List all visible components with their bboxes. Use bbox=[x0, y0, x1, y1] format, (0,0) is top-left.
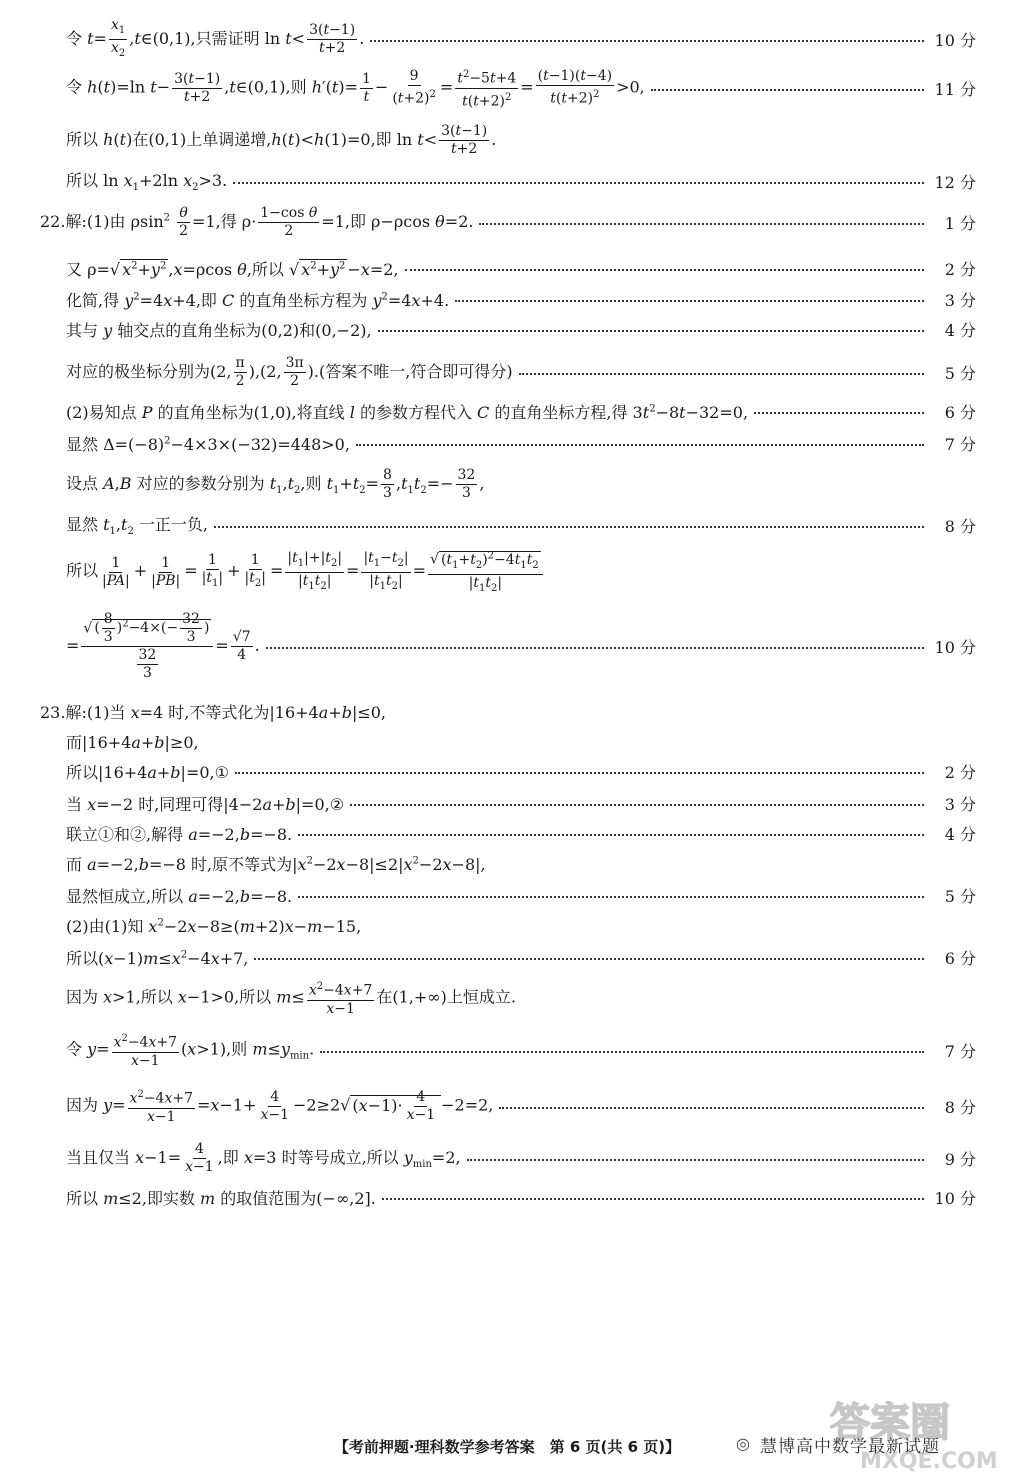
solution-line: 令 h(t)=ln t− $\frac{3(t-1)}{t+2}$ ,t∈(0,1),则 h′(t)= $\frac{1}{t}$ − $\frac{9}{(t+2)^2}$ = $\frac{t^2-5t+4}{t(t+2)^2}$ = $\frac{(t-1)(t-4)}{t(t+2)^2}$ >0, 11 分 bbox=[66, 68, 976, 110]
solution-line: 令 y= $\frac{x^2-4x+7}{x-1}$ (x>1),则 $m\le y_{min}$. 7 分 bbox=[66, 1033, 976, 1069]
solution-line: 显然恒成立,所以 a=−2,b=−8. 5 分 bbox=[66, 884, 976, 906]
leader-dots bbox=[235, 772, 924, 774]
leader-dots bbox=[298, 896, 924, 898]
leader-dots bbox=[378, 330, 924, 332]
score-points: 10 分 bbox=[934, 30, 976, 50]
solution-line: 显然 $t_1,t_2$ 一正一负, 8 分 bbox=[66, 515, 976, 538]
solution-line: 所以 h(t)在(0,1)上单调递增,h(t)<h(1)=0,即 ln t< $\frac{3(t-1)}{t+2}$ . bbox=[66, 122, 497, 157]
score-points: 7 分 bbox=[944, 1041, 976, 1061]
page-footer: 【考前押题·理科数学参考答案 第 6 页(共 6 页)】 bbox=[333, 1438, 681, 1456]
score-points: 4 分 bbox=[944, 824, 976, 844]
score-points: 8 分 bbox=[944, 516, 976, 536]
leader-dots bbox=[651, 89, 924, 91]
score-points: 5 分 bbox=[944, 886, 976, 906]
leader-dots bbox=[370, 40, 924, 42]
leader-dots bbox=[467, 1159, 924, 1161]
solution-line: 其与 y 轴交点的直角坐标为(0,2)和(0,−2), 4 分 bbox=[66, 318, 976, 340]
solution-line: 设点 A,B 对应的参数分别为 $t_1,t_2$,则 $t_1+t_2=$ $\frac{8}{3}$ $,t_1t_2=-$ $\frac{32}{3}$ , bbox=[66, 466, 485, 501]
wechat-icon: ◎ bbox=[736, 1434, 750, 1453]
leader-dots bbox=[320, 1051, 924, 1053]
solution-line: 令 t= $\frac{x_1}{x_2}$ ,t∈(0,1),只需证明 ln t< $\frac{3(t-1)}{t+2}$ . 10 分 bbox=[66, 16, 976, 59]
leader-dots bbox=[382, 1198, 924, 1200]
score-points: 1 分 bbox=[944, 213, 976, 233]
leader-dots bbox=[298, 834, 924, 836]
solution-line: 而|16+4a+b|≥0, bbox=[66, 732, 199, 752]
solution-line: 所以|16+4a+b|=0,① 2 分 bbox=[66, 760, 976, 782]
solution-line: 当且仅当 x−1= $\frac{4}{x-1}$ ,即 x=3 时等号成立,所以 $y_{min}=2$, 9 分 bbox=[66, 1140, 976, 1175]
score-points: 5 分 bbox=[944, 363, 976, 383]
leader-dots bbox=[266, 647, 924, 649]
leader-dots bbox=[214, 526, 924, 528]
solution-line: 对应的极坐标分别为(2, $\frac{\pi}{2}$ ),(2, $\frac{3\pi}{2}$ ).(答案不唯一,符合即可得分) 5 分 bbox=[66, 354, 976, 389]
solution-line: 因为 y= $\frac{x^2-4x+7}{x-1}$ =x−1+ $\frac{4}{x-1}$ −2≥2√ (x−1)· $\frac{4}{x-1}$ −2=2, 8 分 bbox=[66, 1088, 976, 1125]
score-points: 2 分 bbox=[944, 762, 976, 782]
solution-line: 所以 $\ln x_1+2\ln$ $x_2>3$. 12 分 bbox=[66, 171, 976, 194]
score-points: 6 分 bbox=[944, 402, 976, 422]
solution-line: 所以$(x-1)m\le x^2-4x+7$, 6 分 bbox=[66, 946, 976, 968]
svg-text:答案圈: 答案圈 bbox=[830, 1400, 950, 1446]
solution-line: 所以 m≤2,即实数 m 的取值范围为(−∞,2]. 10 分 bbox=[66, 1186, 976, 1208]
leader-dots bbox=[356, 444, 924, 446]
solution-line: 显然 $\Delta=(-8)^2-4\times 3\times(-32)=448>0$, 7 分 bbox=[66, 432, 976, 454]
solution-line: (2)由(1)知 $x^2-2x-8\ge(m+2)x-m-15$, bbox=[66, 916, 362, 936]
leader-dots bbox=[405, 269, 924, 271]
leader-dots bbox=[233, 182, 924, 184]
solution-line: = √ ( $\frac{8}{3}$ )$^2$−4×(− $\frac{32}{3}$ ) $\frac{32}{3}$ = $\frac{√7}{4}$ . 10 分 bbox=[66, 610, 976, 681]
score-points: 12 分 bbox=[934, 172, 976, 192]
score-points: 9 分 bbox=[944, 1149, 976, 1169]
solution-line: 化简,得 $y^2=4x+4$,即 C 的直角坐标方程为 $y^2=4x+4$. 3 分 bbox=[66, 288, 976, 310]
score-points: 4 分 bbox=[944, 320, 976, 340]
score-points: 2 分 bbox=[944, 259, 976, 279]
answer-circle-watermark-logo bbox=[800, 1388, 1000, 1474]
score-points: 6 分 bbox=[944, 948, 976, 968]
score-points: 7 分 bbox=[944, 434, 976, 454]
leader-dots bbox=[479, 223, 924, 225]
solution-line: 当 x=−2 时,同理可得|4−2a+b|=0,② 3 分 bbox=[66, 792, 976, 814]
solution-line: 又 ρ=√ $x^2+y^2$ ,x=ρcos θ,所以 √ $x^2+y^2 -x=2$, 2 分 bbox=[66, 256, 976, 280]
score-points: 8 分 bbox=[944, 1097, 976, 1117]
score-points: 10 分 bbox=[934, 637, 976, 657]
leader-dots bbox=[455, 300, 924, 302]
solution-line: 联立①和②,解得 a=−2,b=−8. 4 分 bbox=[66, 822, 976, 844]
question-23-start: 23.解:(1)当 x=4 时,不等式化为|16+4a+b|≤0, bbox=[40, 702, 386, 722]
question-22-start: 22.解:(1)由 ρsin$^2$ $\frac{\theta}{2}$ =1,得 ρ· $\frac{\text{1−cos θ}}{2}$ =1,即 ρ−ρcos θ=2. 1 分 bbox=[40, 204, 976, 239]
leader-dots bbox=[254, 958, 924, 960]
solution-line: 而 a=−2,b=−8 时,原不等式为$|x^2-2x-8|\le 2|x^2-2x-8|$, bbox=[66, 854, 486, 874]
solution-line: 所以 $\frac{1}{|PA|}$ + $\frac{1}{|PB|}$ = $\frac{1}{|t_1|}$ + $\frac{1}{|t_2|}$ = $\frac{|t_1|+|t_2|}{|t_1t_2|}$ = $\frac{|t_1-t_2|}{|t_1t_2|}$ = $\frac{√ (t_1+t_2)^2-4t_1t_2}{|t_1t_2|}$ bbox=[66, 552, 976, 592]
watermark-text: 慧博高中数学最新试题 bbox=[760, 1437, 940, 1457]
solution-line: (2)易知点 P 的直角坐标为(1,0),将直线 l 的参数方程代入 C 的直角坐标方程,得 $3t^2-8t-32=0$, 6 分 bbox=[66, 400, 976, 422]
leader-dots bbox=[499, 1107, 924, 1109]
score-points: 10 分 bbox=[934, 1188, 976, 1208]
svg-text:MXQE.COM: MXQE.COM bbox=[860, 1449, 998, 1474]
leader-dots bbox=[754, 412, 924, 414]
score-points: 3 分 bbox=[944, 290, 976, 310]
leader-dots bbox=[519, 373, 924, 375]
score-points: 3 分 bbox=[944, 794, 976, 814]
leader-dots bbox=[350, 804, 924, 806]
score-points: 11 分 bbox=[934, 79, 976, 99]
solution-line: 因为 x>1,所以 x−1>0,所以 m≤ $\frac{x^2-4x+7}{x-1}$ 在(1,+∞)上恒成立. bbox=[66, 981, 516, 1017]
